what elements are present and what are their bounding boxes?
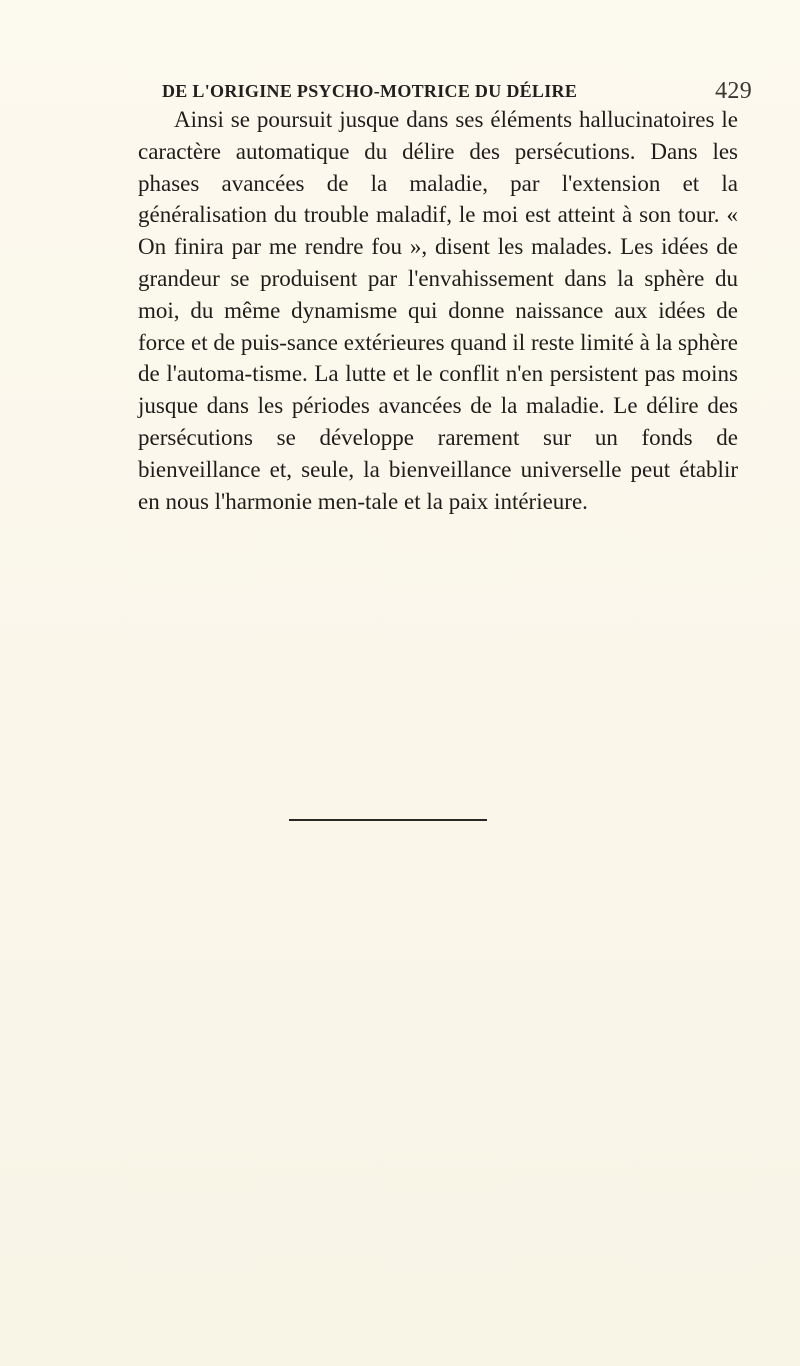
page-number: 429	[715, 78, 752, 104]
running-title: DE L'ORIGINE PSYCHO-MOTRICE DU DÉLIRE	[162, 81, 578, 101]
body-paragraph: Ainsi se poursuit jusque dans ses éléments hallucinatoires le caractère automatique du délire des persécutions. Dans les phases avancées de la maladie, par l'extension et la généralisation du trouble maladif, le moi est atteint à son tour. « On finira par me rendre fou », disent les malades. Les idées de grandeur se produisent par l'envahissement dans la sphère du moi, du même dynamisme qui donne naissance aux idées de force et de puis-sance extérieures quand il reste limité à la sphère de l'automa-tisme. La lutte et le conflit n'en persistent pas moins jusque dans les périodes avancées de la maladie. Le délire des persécutions se développe rarement sur un fonds de bienveillance et, seule, la bienveillance universelle peut établir en nous l'harmonie men-tale et la paix intérieure.	[138, 107, 738, 514]
section-end-rule	[289, 819, 487, 821]
running-head	[162, 76, 752, 106]
